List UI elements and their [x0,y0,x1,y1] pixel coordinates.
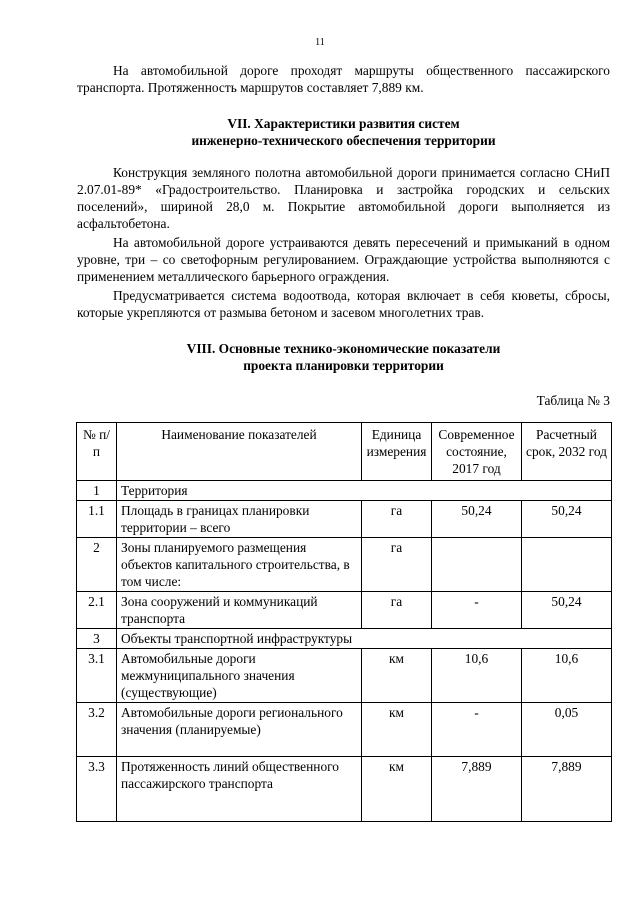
header-planned: Расчетный срок, 2032 год [522,423,612,481]
intro-paragraph: На автомобильной дороге проходят маршруты общественного пассажирского транспорта. Протяженность маршрутов составляет 7,889 км. [77,63,610,95]
section-7-paragraph: На автомобильной дороге устраиваются девять пересечений и примыканий в одном уровне, три – со светофорным регулированием. Ограждающие устройства выполняются с применением металлического барьерного ограждения. [77,235,610,284]
row-name: Территория [117,481,612,501]
row-name: Зона сооружений и коммуникаций транспорта [117,592,362,629]
row-planned: 10,6 [522,649,612,703]
table-row [77,649,612,703]
row-unit: км [362,757,432,822]
table-row [77,629,612,649]
table-row [77,757,612,822]
header-name: Наименование показателей [117,423,362,481]
row-planned [522,538,612,592]
row-current: - [432,703,522,757]
row-current [432,538,522,592]
section-7-title-line-2: инженерно-технического обеспечения территории [191,133,496,148]
row-name: Автомобильные дороги межмуниципального значения (существующие) [117,649,362,703]
row-num: 3.1 [77,649,117,703]
section-7-paragraph: Предусматривается система водоотвода, которая включает в себя кюветы, сбросы, которые укрепляются от размыва бетоном и засевом многолетних трав. [77,288,610,320]
row-name: Объекты транспортной инфраструктуры [117,629,612,649]
table-row [77,703,612,757]
header-num: № п/п [77,423,117,481]
row-planned: 50,24 [522,501,612,538]
section-7-paragraph: Конструкция земляного полотна автомобильной дороги принимается согласно СНиП 2.07.01-89* «Градостроительство. Планировка и застройка городских и сельских поселений», шириной 28,0 м. Покрытие автомобильной дороги выполняется из асфальтобетона. [77,165,610,231]
header-current: Современное состояние, 2017 год [432,423,522,481]
row-name: Автомобильные дороги регионального значения (планируемые) [117,703,362,757]
table-row [77,538,612,592]
section-8-title-line-1: VIII. Основные технико-экономические показатели [186,341,501,356]
row-current: 50,24 [432,501,522,538]
row-unit: га [362,501,432,538]
row-planned: 50,24 [522,592,612,629]
row-num: 3.2 [77,703,117,757]
row-unit: га [362,538,432,592]
row-current: 10,6 [432,649,522,703]
row-num: 2.1 [77,592,117,629]
row-current: - [432,592,522,629]
table-caption: Таблица № 3 [536,393,610,408]
row-current: 7,889 [432,757,522,822]
row-planned: 0,05 [522,703,612,757]
page-number: 11 [315,37,325,48]
row-name: Площадь в границах планировки территории – всего [117,501,362,538]
section-8-title-line-2: проекта планировки территории [243,358,444,373]
indicators-table [76,422,612,822]
row-planned: 7,889 [522,757,612,822]
table-header-row [77,423,612,481]
row-name: Зоны планируемого размещения объектов капитального строительства, в том числе: [117,538,362,592]
row-num: 1 [77,481,117,501]
section-7-title-line-1: VII. Характеристики развития систем [227,116,460,131]
row-unit: км [362,703,432,757]
table-row [77,592,612,629]
row-unit: га [362,592,432,629]
row-num: 1.1 [77,501,117,538]
row-num: 3.3 [77,757,117,822]
row-name: Протяженность линий общественного пассажирского транспорта [117,757,362,822]
row-num: 2 [77,538,117,592]
row-num: 3 [77,629,117,649]
table-row [77,501,612,538]
header-unit: Единица измерения [362,423,432,481]
table-row [77,481,612,501]
section-8-heading [77,340,610,374]
section-7-heading [77,115,610,149]
row-unit: км [362,649,432,703]
